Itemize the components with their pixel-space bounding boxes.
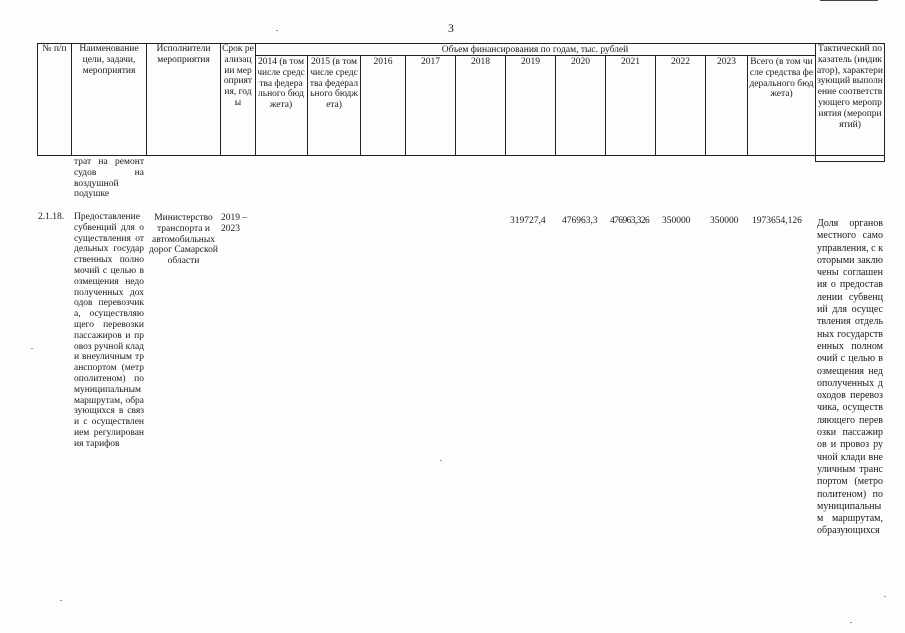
header-col-executors: Исполнители мероприятия	[156, 44, 211, 65]
row-value-2021: 476963,326	[610, 216, 650, 226]
row-executor: Министерство транспорта и автомобильных дорог Самарской области	[148, 213, 218, 267]
row-value-2020: 476963,3	[562, 216, 598, 226]
continuation-text: трат на ремонт судов на воздушной подушке	[74, 157, 144, 200]
header-year-2018: 2018	[471, 57, 490, 67]
row-total: 1973654,126	[752, 216, 802, 226]
scan-speck	[884, 596, 886, 597]
header-year-2016: 2016	[373, 57, 393, 67]
row-value-2019: 319727,4	[510, 216, 546, 226]
header-col-indicator: Тактический показатель (индикатор), характеризующий выполнение соответствующего мероприятия (мероприятий)	[817, 44, 883, 130]
row-name: Предоставление субвенций для осуществления отдельных государственных полномочий с целью возмещения недополученных доходов перевозчика, осуществляющего перевозки пассажиров и провоз ручной клади внеуличным транспортом (метрополитеном) по муниципальным маршрутам, образующихся в связи с осуществлением регулирования тарифов	[74, 212, 144, 449]
row-indicator: Доля органов местного самоуправления, с которыми заключены соглашения о предоставлении субвенций для осуществления отдельных государственных полномочий с целью возмещения недополученных доходов перевозчика, осуществляющего перевозки пассажиров и провоз ручной клади внеуличным транспортом (метрополитеном) по муниципальным маршрутам, образующихся	[817, 218, 883, 537]
header-col-total: Всего (в том числе средства федерального бюджета)	[749, 57, 814, 100]
scan-speck	[276, 30, 278, 31]
header-year-2019: 2019	[521, 57, 540, 67]
header-year-2017: 2017	[421, 57, 440, 67]
row-value-2023: 350000	[710, 216, 739, 226]
header-year-2023: 2023	[717, 57, 736, 67]
header-year-2014: 2014 (в том числе средства федерального бюджета)	[257, 57, 305, 111]
scan-speck	[850, 622, 852, 623]
header-col-number: № п/п	[42, 44, 67, 54]
row-term: 2019 – 2023	[221, 213, 248, 234]
header-col-funding: Объем финансирования по годам, тыс. рублей	[441, 45, 629, 55]
header-year-2015: 2015 (в том числе средства федерального бюджета)	[309, 57, 359, 111]
header-col-term: Срок реализации мероприятия, годы	[222, 44, 254, 108]
row-value-2022: 350000	[662, 216, 691, 226]
row-number: 2.1.18.	[38, 212, 65, 222]
top-rule	[820, 0, 878, 1]
header-year-2020: 2020	[571, 57, 590, 67]
header-col-name: Наименование цели, задачи, мероприятия	[79, 44, 139, 76]
scan-speck	[31, 348, 33, 349]
header-year-2022: 2022	[671, 57, 690, 67]
header-year-2021: 2021	[621, 57, 640, 67]
scan-speck	[60, 600, 62, 601]
scan-speck	[440, 460, 442, 461]
page-number: 3	[448, 21, 454, 35]
